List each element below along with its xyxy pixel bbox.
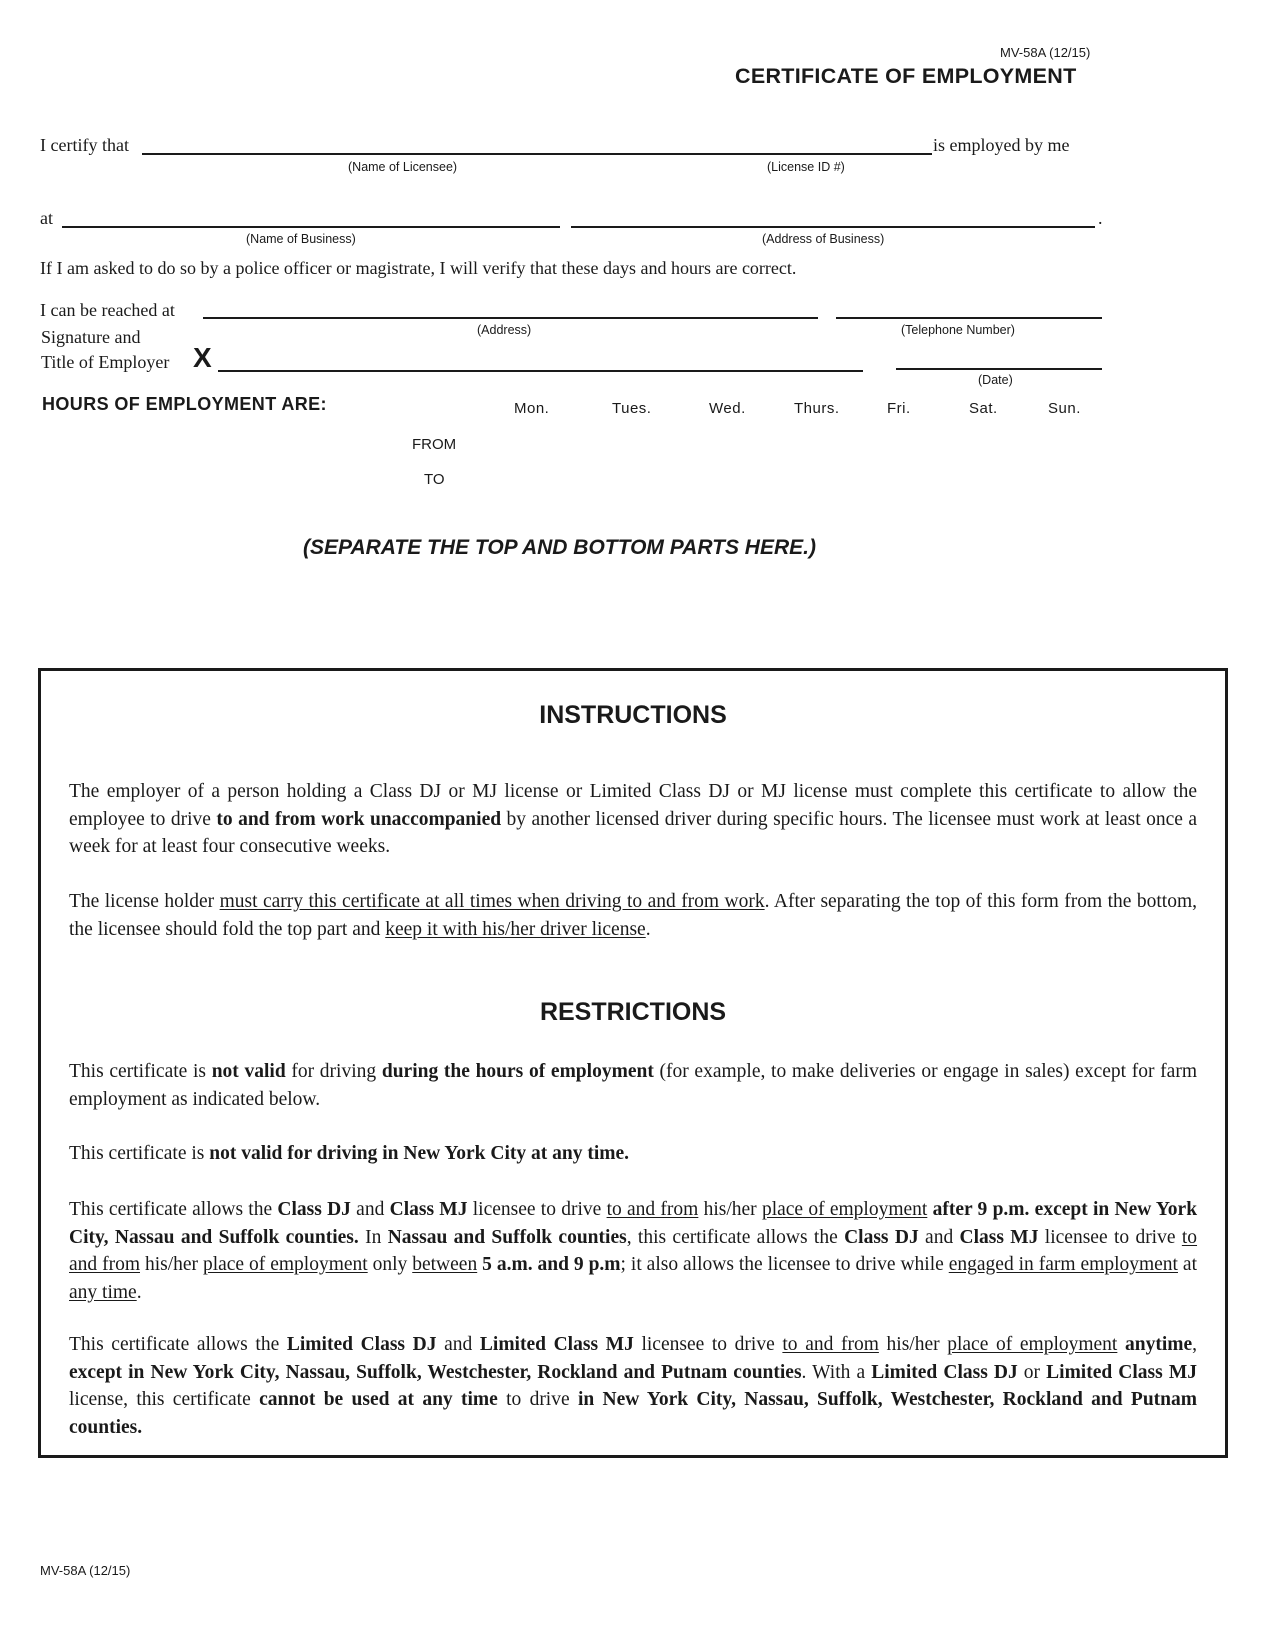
- caption-name-of-licensee: (Name of Licensee): [348, 160, 458, 174]
- hours-heading: HOURS OF EMPLOYMENT ARE:: [42, 394, 327, 414]
- to-label: TO: [424, 471, 445, 488]
- from-label: FROM: [412, 436, 457, 453]
- restrictions-paragraph-4: This certificate allows the Limited Class DJ and Limited Class MJ licensee to drive to and from his/her place of employment anytime, except in New York City, Nassau, Suffolk, Westchester, Rockland and Putnam counties. With a Limited Class DJ or Limited Class MJ license, this certificate cannot be used at any time to drive in New York City, Nassau, Suffolk, Westchester, Rockland and Putnam counties.: [69, 1334, 1198, 1438]
- day-sun: Sun.: [1048, 400, 1081, 417]
- form-number-top: MV-58A (12/15): [1000, 45, 1091, 60]
- caption-address: (Address): [477, 323, 532, 337]
- caption-address-of-business: (Address of Business): [762, 232, 885, 246]
- caption-license-id: (License ID #): [767, 160, 845, 174]
- signature-label-line1: Signature and: [41, 327, 141, 347]
- name-of-business-field[interactable]: [62, 226, 560, 228]
- separator-notice: (SEPARATE THE TOP AND BOTTOM PARTS HERE.): [303, 536, 816, 559]
- day-fri: Fri.: [887, 400, 911, 417]
- instructions-box: [38, 668, 1228, 1458]
- day-sat: Sat.: [969, 400, 998, 417]
- instructions-heading: INSTRUCTIONS: [539, 701, 727, 729]
- day-thurs: Thurs.: [794, 400, 840, 417]
- day-tues: Tues.: [612, 400, 652, 417]
- telephone-number-field[interactable]: [836, 317, 1102, 319]
- reached-at-label: I can be reached at: [40, 300, 175, 320]
- instructions-paragraph-1: The employer of a person holding a Class DJ or MJ license or Limited Class DJ or MJ license must complete this certificate to allow the employee to drive to and from work unaccompanied by another licensed driver during specific hours. The licensee must work at least once a week for at least four consecutive weeks.: [69, 781, 1197, 857]
- restrictions-heading: RESTRICTIONS: [539, 998, 727, 1026]
- caption-date: (Date): [978, 373, 1013, 387]
- restrictions-paragraph-3: This certificate allows the Class DJ and Class MJ licensee to drive to and from his/her place of employment after 9 p.m. except in New York City, Nassau and Suffolk counties. In Nassau and Suffolk counties, this certificate allows the Class DJ and Class MJ licensee to drive to and from his/her place of employment only between 5 a.m. and 9 p.m; it also allows the licensee to drive while engaged in farm employment at any time.: [69, 1199, 1198, 1303]
- date-field[interactable]: [896, 368, 1102, 370]
- period-mark: .: [1098, 208, 1103, 228]
- signature-x-mark: X: [193, 342, 212, 373]
- certify-suffix-label: is employed by me: [933, 135, 1070, 155]
- name-of-licensee-field[interactable]: [142, 153, 932, 155]
- signature-title-field[interactable]: [218, 370, 863, 372]
- day-mon: Mon.: [514, 400, 550, 417]
- caption-name-of-business: (Name of Business): [246, 232, 356, 246]
- address-field[interactable]: [203, 317, 818, 319]
- instructions-paragraph-2: The license holder must carry this certificate at all times when driving to and from work. After separating the top of this form from the bottom, the licensee should fold the top part and keep it with his/her driver license.: [69, 891, 1197, 940]
- day-wed: Wed.: [709, 400, 746, 417]
- restrictions-paragraph-2: This certificate is not valid for driving in New York City at any time.: [69, 1143, 630, 1164]
- signature-label-line2: Title of Employer: [41, 352, 170, 372]
- caption-telephone: (Telephone Number): [901, 323, 1015, 337]
- certify-prefix-label: I certify that: [40, 135, 129, 155]
- address-of-business-field[interactable]: [571, 226, 1095, 228]
- page-title: CERTIFICATE OF EMPLOYMENT: [735, 64, 1077, 88]
- restrictions-paragraph-1: This certificate is not valid for driving during the hours of employment (for example, to make deliveries or engage in sales) except for farm employment as indicated below.: [69, 1061, 1197, 1110]
- at-label: at: [40, 208, 53, 228]
- verify-statement: If I am asked to do so by a police officer or magistrate, I will verify that these days and hours are correct.: [40, 258, 797, 278]
- form-number-footer: MV-58A (12/15): [40, 1563, 131, 1578]
